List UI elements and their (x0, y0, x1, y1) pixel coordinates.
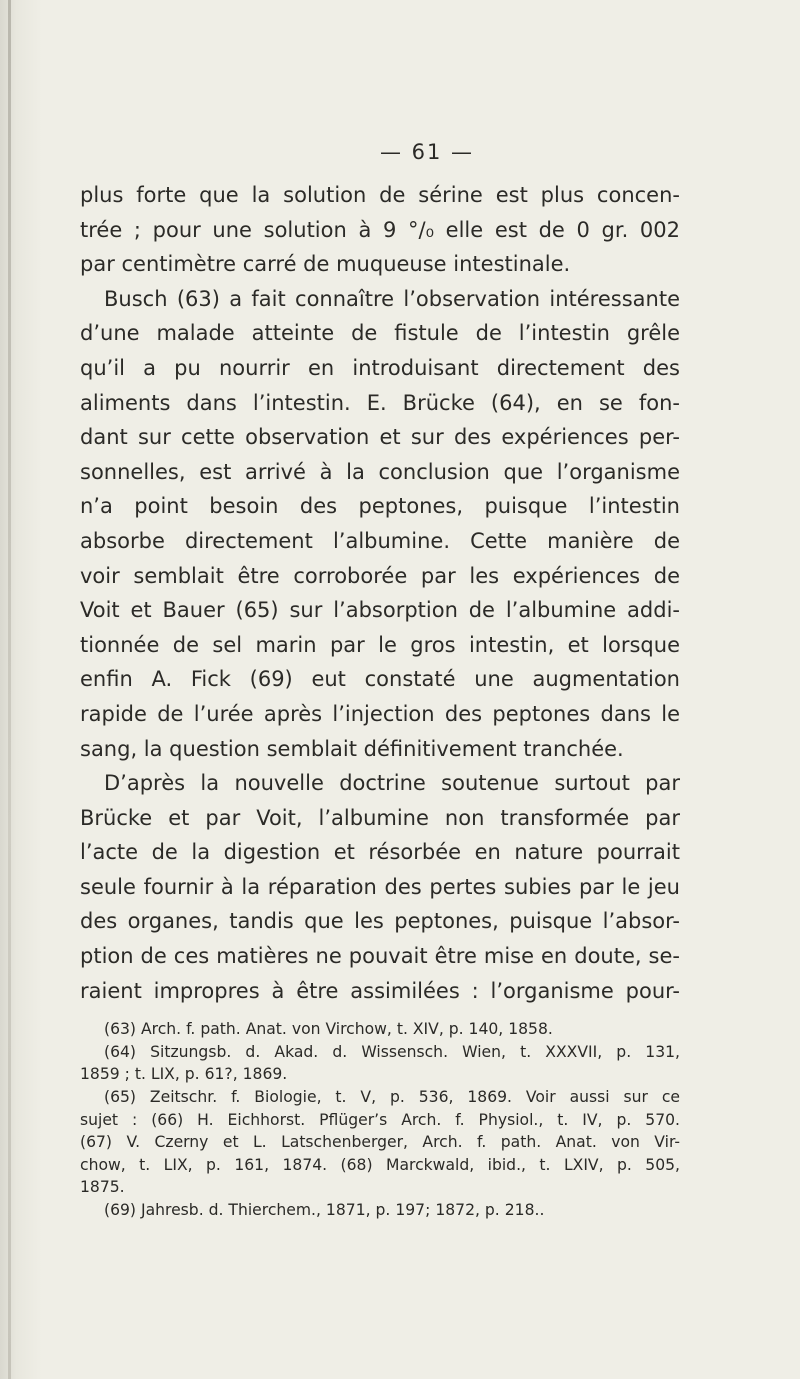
page-number: — 61 — (379, 140, 475, 164)
body-line: Busch (63) a fait connaître l’observation intéressante (104, 286, 680, 311)
footnote-line: 1875. (80, 1178, 125, 1197)
footnote-line: (67) V. Czerny et L. Latschenberger, Arch. f. path. Anat. von Vir- (80, 1133, 680, 1152)
body-text (52, 178, 742, 1008)
footnote-line: chow, t. LIX, p. 161, 1874. (68) Marckwald, ibid., t. LXIV, p. 505, (80, 1155, 680, 1174)
body-line: par centimètre carré de muqueuse intestinale. (80, 252, 571, 277)
body-line: Brücke et par Voit, l’albumine non transformée par (80, 805, 680, 830)
body-line: des organes, tandis que les peptones, puisque l’absor- (80, 909, 680, 934)
body-line: seule fournir à la réparation des pertes subies par le jeu (80, 874, 680, 899)
body-line: voir semblait être corroborée par les expériences de (80, 563, 680, 588)
footnote-line: (69) Jahresb. d. Thierchem., 1871, p. 197; 1872, p. 218.. (104, 1201, 545, 1219)
footnote-line: sujet : (66) H. Eichhorst. Pflüger’s Arch. f. Physiol., t. IV, p. 570. (80, 1110, 680, 1129)
body-line: qu’il a pu nourrir en introduisant directement des (80, 355, 680, 380)
book-spine-shadow (0, 0, 42, 1379)
body-line: ption de ces matières ne pouvait être mise en doute, se- (80, 944, 680, 969)
body-line: n’a point besoin des peptones, puisque l’intestin (80, 494, 680, 519)
body-line: sang, la question semblait définitivement tranchée. (80, 736, 624, 761)
body-line: sonnelles, est arrivé à la conclusion que l’organisme (80, 459, 680, 484)
footnote-line: 1859 ; t. LIX, p. 61?, 1869. (80, 1065, 288, 1084)
book-page (52, 140, 742, 1222)
body-line: trée ; pour une solution à 9 °/₀ elle est de 0 gr. 002 (80, 217, 680, 242)
body-line: dant sur cette observation et sur des expériences per- (80, 425, 680, 450)
footnote-line: (64) Sitzungsb. d. Akad. d. Wissensch. Wien, t. XXXVII, p. 131, (104, 1042, 680, 1061)
body-line: rapide de l’urée après l’injection des peptones dans le (80, 701, 680, 726)
body-line: absorbe directement l’albumine. Cette manière de (80, 528, 680, 553)
body-line: raient impropres à être assimilées : l’organisme pour- (80, 978, 680, 1003)
body-line: tionnée de sel marin par le gros intestin, et lorsque (80, 632, 680, 657)
body-line: D’après la nouvelle doctrine soutenue surtout par (104, 771, 680, 796)
footnote-line: (65) Zeitschr. f. Biologie, t. V, p. 536, 1869. Voir aussi sur ce (104, 1088, 680, 1107)
body-line: Voit et Bauer (65) sur l’absorption de l’albumine addi- (80, 598, 680, 623)
body-line: aliments dans l’intestin. E. Brücke (64), en se fon- (80, 390, 680, 415)
binding-edge (8, 0, 11, 1379)
body-line: l’acte de la digestion et résorbée en nature pourrait (80, 840, 680, 865)
footnote-line: (63) Arch. f. path. Anat. von Virchow, t. XIV, p. 140, 1858. (104, 1020, 553, 1039)
body-line: plus forte que la solution de sérine est plus concen- (80, 183, 680, 207)
footnotes (52, 1018, 742, 1221)
body-line: d’une malade atteinte de fistule de l’intestin grêle (80, 321, 680, 346)
body-line: enfin A. Fick (69) eut constaté une augmentation (80, 667, 680, 692)
